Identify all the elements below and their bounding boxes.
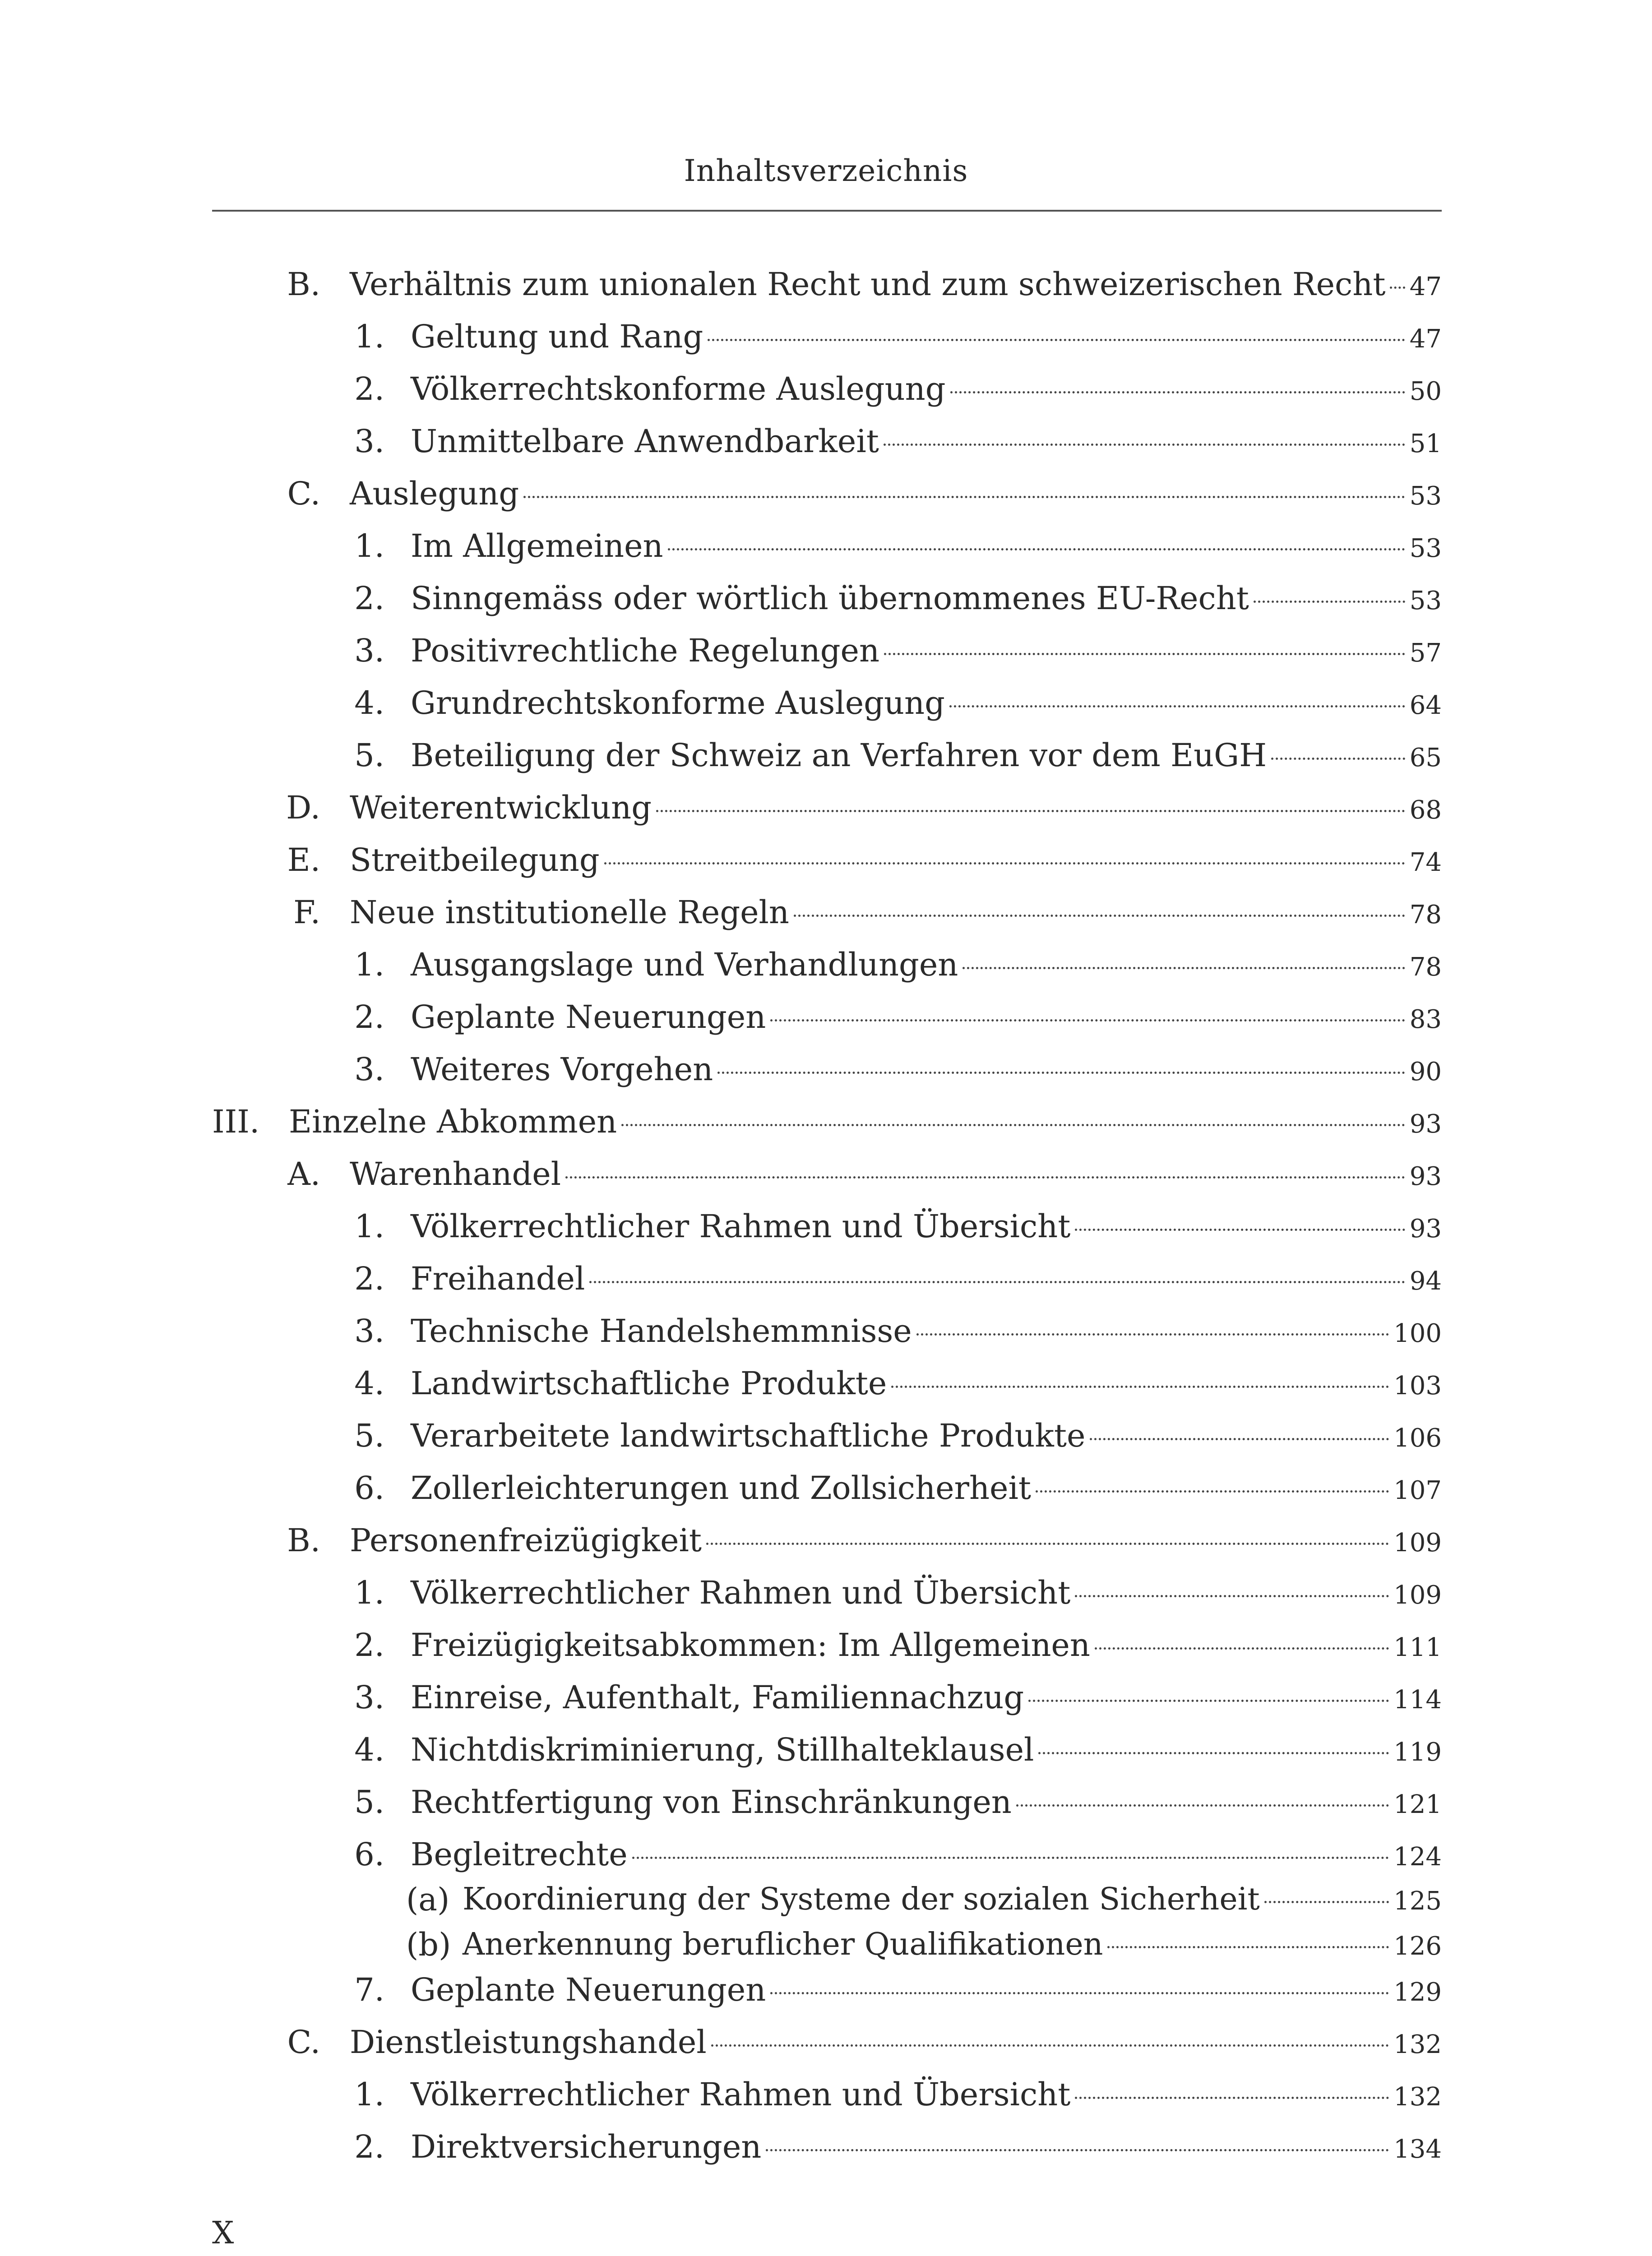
toc-entry-number: (b) <box>406 1926 451 1963</box>
dot-leader <box>1036 1490 1389 1493</box>
toc-entry-line <box>350 262 1442 307</box>
toc-entry-page: 78 <box>1409 900 1442 929</box>
toc-entry-page: 53 <box>1409 481 1442 511</box>
toc-entry-title: Rechtfertigung von Einschränkungen <box>411 1784 1012 1821</box>
toc-entry-line <box>411 576 1442 621</box>
toc-entry-title: Neue institutionelle Regeln <box>350 894 790 931</box>
toc-entry-number: 4. <box>354 684 384 721</box>
toc-entry <box>0 2072 1652 2117</box>
toc-entry-number: 1. <box>354 1574 384 1611</box>
toc-entry-title: Auslegung <box>350 475 519 512</box>
toc-entry-title: Nichtdiskriminierung, Stillhalteklausel <box>411 1731 1034 1768</box>
toc-entry-page: 74 <box>1409 848 1442 877</box>
toc-entry <box>0 1465 1652 1511</box>
dot-leader <box>949 705 1405 707</box>
toc-entry-page: 132 <box>1393 2082 1442 2112</box>
toc-entry-page: 94 <box>1409 1267 1442 1296</box>
toc-entry-page: 57 <box>1409 638 1442 668</box>
toc-entry <box>0 1967 1652 2012</box>
toc-entry-number: 4. <box>354 1731 384 1768</box>
toc-entry-title: Sinngemäss oder wörtlich übernommenes EU-Recht <box>411 580 1249 617</box>
dot-leader <box>884 653 1405 655</box>
toc-entry-line <box>411 680 1442 726</box>
toc-entry-line <box>411 419 1442 464</box>
toc-entry <box>0 523 1652 569</box>
toc-entry-line <box>411 628 1442 673</box>
toc-entry-line <box>350 837 1442 883</box>
toc-entry <box>0 628 1652 673</box>
toc-entry-title: Positivrechtliche Regelungen <box>411 632 880 669</box>
toc-entry-number: 5. <box>354 1417 384 1454</box>
toc-entry-page: 53 <box>1409 534 1442 563</box>
toc-entry-page: 126 <box>1393 1932 1442 1961</box>
toc-entry-title: Völkerrechtskonforme Auslegung <box>411 370 946 407</box>
toc-entry-title: Ausgangslage und Verhandlungen <box>411 946 958 983</box>
dot-leader <box>770 1019 1405 1022</box>
toc-entry <box>0 1047 1652 1092</box>
toc-entry <box>0 1922 1652 1967</box>
toc-entry-title: Streitbeilegung <box>350 841 600 878</box>
toc-entry-number: 2. <box>354 370 384 407</box>
toc-entry-page: 78 <box>1409 952 1442 982</box>
toc-entry <box>0 890 1652 935</box>
toc-entry-page: 64 <box>1409 691 1442 720</box>
toc-entry-number: 3. <box>354 1679 384 1716</box>
toc-entry-number: 1. <box>354 946 384 983</box>
toc-entry-page: 119 <box>1393 1738 1442 1767</box>
toc-entry-page: 121 <box>1393 1790 1442 1819</box>
toc-entry-page: 124 <box>1393 1842 1442 1872</box>
dot-leader <box>1016 1804 1389 1807</box>
toc-entry-line <box>411 1623 1442 1668</box>
toc-entry-page: 107 <box>1393 1476 1442 1505</box>
dot-leader <box>916 1333 1389 1336</box>
dot-leader <box>1075 2097 1389 2099</box>
toc-entry-line <box>411 994 1442 1040</box>
toc-entry-line <box>350 1518 1442 1563</box>
toc-entry <box>0 1256 1652 1301</box>
dot-leader <box>1075 1229 1405 1231</box>
toc-entry-line <box>411 1570 1442 1615</box>
toc-entry-title: Direktversicherungen <box>411 2128 762 2165</box>
toc-entry-line <box>411 1832 1442 1877</box>
dot-leader <box>794 915 1405 917</box>
toc-entry-number: A. <box>287 1156 320 1193</box>
toc-entry <box>0 2124 1652 2169</box>
toc-entry-number: 5. <box>354 1784 384 1821</box>
toc-entry-line <box>463 1922 1442 1967</box>
toc-entry <box>0 1308 1652 1354</box>
toc-entry <box>0 837 1652 883</box>
toc-entry-line <box>350 785 1442 830</box>
toc-entry-line <box>411 1967 1442 2012</box>
toc-entry-title: Völkerrechtlicher Rahmen und Übersicht <box>411 1574 1071 1611</box>
dot-leader <box>565 1176 1405 1179</box>
toc-entry-number: 4. <box>354 1365 384 1402</box>
toc-entry-title: Völkerrechtlicher Rahmen und Übersicht <box>411 2076 1071 2113</box>
toc-entry <box>0 994 1652 1040</box>
dot-leader <box>950 391 1405 393</box>
toc-entry-page: 100 <box>1393 1319 1442 1348</box>
toc-entry-line <box>350 471 1442 516</box>
dot-leader <box>1264 1901 1389 1903</box>
toc-entry-title: Warenhandel <box>350 1156 561 1193</box>
toc-entry <box>0 942 1652 987</box>
toc-entry-number: III. <box>212 1103 260 1140</box>
dot-leader <box>1090 1438 1389 1440</box>
toc-entry <box>0 1675 1652 1720</box>
toc-entry <box>0 1413 1652 1458</box>
toc-entry-page: 47 <box>1409 324 1442 354</box>
toc-entry-number: 1. <box>354 1208 384 1245</box>
toc-entry-page: 109 <box>1393 1528 1442 1558</box>
toc-entry-number: B. <box>287 266 320 303</box>
toc-entry-page: 65 <box>1409 743 1442 772</box>
toc-entry-number: 2. <box>354 999 384 1036</box>
toc-entry-line <box>411 733 1442 778</box>
toc-entry-title: Anerkennung beruflicher Qualifikationen <box>463 1927 1103 1962</box>
toc-entry-page: 93 <box>1409 1162 1442 1191</box>
toc-entry-number: 2. <box>354 2128 384 2165</box>
toc-entry-title: Zollerleichterungen und Zollsicherheit <box>411 1470 1031 1507</box>
toc-entry <box>0 1877 1652 1922</box>
toc-entry-page: 51 <box>1409 429 1442 458</box>
toc-entry-title: Dienstleistungshandel <box>350 2024 707 2061</box>
toc-entry-number: E. <box>287 841 320 878</box>
toc-entry-line <box>411 1727 1442 1772</box>
toc-entry <box>0 733 1652 778</box>
toc-entry-title: Unmittelbare Anwendbarkeit <box>411 423 879 460</box>
dot-leader <box>604 862 1405 864</box>
toc-entry-number: C. <box>287 475 320 512</box>
toc-entry-page: 114 <box>1393 1685 1442 1715</box>
toc-entry-number: (a) <box>406 1881 450 1918</box>
toc-entry-title: Grundrechtskonforme Auslegung <box>411 684 945 721</box>
toc-entry-title: Freizügigkeitsabkommen: Im Allgemeinen <box>411 1627 1090 1664</box>
dot-leader <box>770 1992 1389 1994</box>
toc-entry-line <box>411 2124 1442 2169</box>
toc-entry-number: F. <box>293 894 320 931</box>
toc-entry-line <box>411 2072 1442 2117</box>
toc-entry-number: 3. <box>354 632 384 669</box>
toc-entry-page: 50 <box>1409 377 1442 406</box>
dot-leader <box>884 444 1405 446</box>
toc-entry-page: 47 <box>1409 272 1442 301</box>
dot-leader <box>656 810 1405 812</box>
toc-entry-title: Beteiligung der Schweiz an Verfahren vor dem EuGH <box>411 737 1267 774</box>
toc-entry-title: Einreise, Aufenthalt, Familiennachzug <box>411 1679 1024 1716</box>
toc-entry-page: 103 <box>1393 1371 1442 1401</box>
toc-entry-number: 7. <box>354 1971 384 2008</box>
toc-entry-number: 2. <box>354 1627 384 1664</box>
toc-entry-title: Landwirtschaftliche Produkte <box>411 1365 887 1402</box>
toc-entry <box>0 471 1652 516</box>
toc-entry-line <box>350 2020 1442 2065</box>
toc-entry <box>0 314 1652 359</box>
header-rule <box>212 210 1442 212</box>
toc-entry-title: Im Allgemeinen <box>411 527 663 564</box>
toc-entry <box>0 419 1652 464</box>
dot-leader <box>708 339 1405 341</box>
toc-entry <box>0 1099 1652 1144</box>
toc-entry-page: 125 <box>1393 1886 1442 1916</box>
toc-entry <box>0 1727 1652 1772</box>
dot-leader <box>1107 1946 1389 1948</box>
toc-entry-title: Völkerrechtlicher Rahmen und Übersicht <box>411 1208 1071 1245</box>
dot-leader <box>632 1857 1389 1859</box>
toc-entry-title: Verhältnis zum unionalen Recht und zum schweizerischen Recht <box>350 266 1386 303</box>
toc-entry-title: Technische Handelshemmnisse <box>411 1313 912 1350</box>
toc-entry-line <box>411 366 1442 411</box>
toc-entry-line <box>411 1780 1442 1825</box>
toc-entry-line <box>411 1308 1442 1354</box>
toc-entry-title: Weiterentwicklung <box>350 789 652 826</box>
toc-entry-line <box>411 1465 1442 1511</box>
toc-entry-page: 83 <box>1409 1005 1442 1034</box>
toc-entry-number: 1. <box>354 527 384 564</box>
toc-entry <box>0 1204 1652 1249</box>
page-number: X <box>212 2215 234 2251</box>
toc-entry-line <box>411 1204 1442 1249</box>
toc-entry-number: 2. <box>354 1260 384 1297</box>
dot-leader <box>668 548 1405 550</box>
toc-entry-page: 93 <box>1409 1110 1442 1139</box>
toc-entry-number: C. <box>287 2024 320 2061</box>
toc-entry-page: 134 <box>1393 2135 1442 2164</box>
dot-leader <box>1038 1752 1389 1754</box>
toc-entry-page: 109 <box>1393 1581 1442 1610</box>
toc-entry-page: 68 <box>1409 795 1442 825</box>
dot-leader <box>1254 601 1405 603</box>
toc-entry <box>0 1151 1652 1197</box>
toc-entry-title: Geplante Neuerungen <box>411 1971 766 2008</box>
toc-entry-number: 6. <box>354 1470 384 1507</box>
toc-entry-line <box>411 1047 1442 1092</box>
toc-entry <box>0 2020 1652 2065</box>
toc-entry <box>0 366 1652 411</box>
toc-entry-page: 106 <box>1393 1424 1442 1453</box>
toc-entry <box>0 785 1652 830</box>
toc-entry-title: Freihandel <box>411 1260 585 1297</box>
toc-entry-number: 5. <box>354 737 384 774</box>
toc-entry-title: Weiteres Vorgehen <box>411 1051 713 1088</box>
toc-entry-line <box>411 314 1442 359</box>
toc-entry-number: B. <box>287 1522 320 1559</box>
toc-entry <box>0 1780 1652 1825</box>
toc-entry-number: 2. <box>354 580 384 617</box>
toc-entry-line <box>411 523 1442 569</box>
toc-entry-title: Geltung und Rang <box>411 318 703 355</box>
toc-entry-number: 1. <box>354 2076 384 2113</box>
toc-entry <box>0 1623 1652 1668</box>
toc-entry-page: 93 <box>1409 1214 1442 1244</box>
toc-entry-number: 3. <box>354 1051 384 1088</box>
dot-leader <box>717 1072 1405 1074</box>
toc-entry-page: 90 <box>1409 1057 1442 1086</box>
dot-leader <box>711 2044 1389 2047</box>
toc-entry <box>0 576 1652 621</box>
toc-entry-line <box>350 1151 1442 1197</box>
toc-entry <box>0 1832 1652 1877</box>
toc-entry-number: 1. <box>354 318 384 355</box>
dot-leader <box>1028 1700 1389 1702</box>
toc-entry <box>0 262 1652 307</box>
toc-entry-number: 6. <box>354 1836 384 1873</box>
dot-leader <box>963 967 1405 969</box>
toc-entry-line <box>411 1361 1442 1406</box>
toc-entry-line <box>411 1413 1442 1458</box>
toc-entry-line <box>411 942 1442 987</box>
toc-entry-number: 3. <box>354 1313 384 1350</box>
dot-leader <box>766 2149 1389 2151</box>
toc-entry-title: Einzelne Abkommen <box>289 1103 617 1140</box>
toc-entry-title: Verarbeitete landwirtschaftliche Produkte <box>411 1417 1086 1454</box>
toc-entry <box>0 1361 1652 1406</box>
toc-entry-line <box>289 1099 1442 1144</box>
toc-entry-title: Begleitrechte <box>411 1836 628 1873</box>
dot-leader <box>1390 287 1405 289</box>
toc-entry-number: 3. <box>354 423 384 460</box>
dot-leader <box>589 1281 1405 1283</box>
toc-entry-title: Koordinierung der Systeme der sozialen Sicherheit <box>463 1882 1260 1917</box>
dot-leader <box>706 1543 1389 1545</box>
toc-entry-page: 132 <box>1393 2030 1442 2059</box>
toc-entry-line <box>411 1256 1442 1301</box>
toc-entry-number: D. <box>286 789 320 826</box>
dot-leader <box>1075 1595 1389 1597</box>
dot-leader <box>891 1386 1389 1388</box>
toc-entry-line <box>463 1877 1442 1922</box>
toc-entry <box>0 680 1652 726</box>
running-header: Inhaltsverzeichnis <box>684 153 968 188</box>
dot-leader <box>1271 758 1405 760</box>
toc-entry-line <box>411 1675 1442 1720</box>
toc-entry-title: Geplante Neuerungen <box>411 999 766 1036</box>
toc-entry-title: Personenfreizügigkeit <box>350 1522 702 1559</box>
toc-entry <box>0 1518 1652 1563</box>
dot-leader <box>523 496 1405 498</box>
toc-entry <box>0 1570 1652 1615</box>
toc-entry-page: 129 <box>1393 1978 1442 2007</box>
dot-leader <box>621 1124 1405 1126</box>
toc-entry-line <box>350 890 1442 935</box>
toc-entry-page: 111 <box>1393 1633 1442 1662</box>
toc-entry-page: 53 <box>1409 586 1442 615</box>
dot-leader <box>1095 1647 1389 1650</box>
